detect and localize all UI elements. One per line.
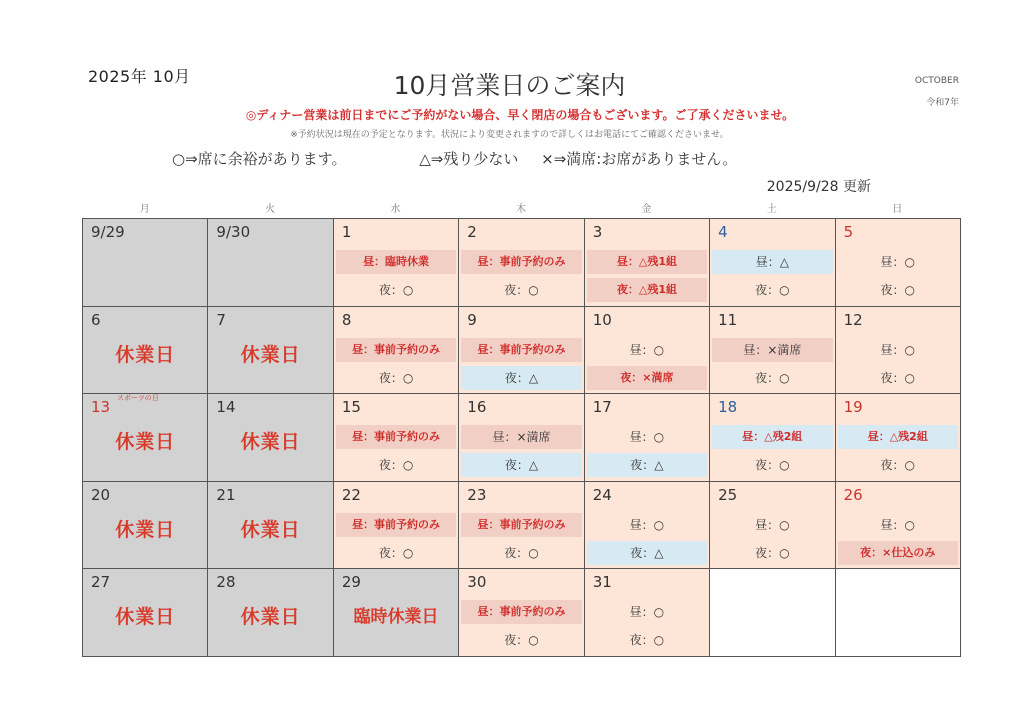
calendar-day-cell: [459, 394, 584, 482]
updated-date: 2025/9/28 更新: [766, 179, 871, 195]
day-number: 6: [91, 310, 101, 329]
day-number: 1: [341, 223, 352, 241]
day-number: 14: [216, 398, 236, 417]
day-number: 7: [216, 310, 226, 329]
dinner-status: 夜：○: [880, 370, 916, 385]
dinner-status: 夜：○: [378, 283, 414, 297]
closed-day-label: 休業日: [115, 606, 176, 629]
calendar-day-cell: [710, 569, 835, 657]
weekday-sun: 日: [892, 204, 903, 215]
dinner-status: 夜：○: [378, 545, 414, 560]
weekday-header: [82, 200, 960, 216]
day-number: 27: [91, 573, 111, 592]
day-number: 9/29: [91, 223, 125, 241]
calendar-day-cell: [836, 394, 961, 482]
dinner-status: 夜：△: [461, 453, 581, 477]
corner-month-label: OCTOBER: [914, 76, 959, 86]
lunch-status: 昼：○: [880, 255, 916, 269]
weekday-wed: 水: [390, 204, 401, 215]
weekday-sat: 土: [766, 204, 777, 215]
day-number: 28: [216, 573, 236, 592]
day-number: 24: [592, 485, 612, 504]
day-number: 15: [341, 398, 361, 417]
dinner-status: 夜：○: [755, 545, 790, 560]
dinner-status: 夜：○: [378, 458, 414, 473]
closed-day-label: 休業日: [115, 343, 176, 366]
dinner-status: 夜：×仕込のみ: [838, 541, 958, 565]
lunch-status: 昼：事前予約のみ: [336, 513, 456, 537]
calendar-day-cell: [459, 307, 584, 395]
lunch-status: 昼：事前予約のみ: [336, 338, 456, 362]
legend: [172, 148, 737, 169]
legend-full: ×⇒満席:お席がありません。: [541, 150, 738, 168]
calendar-day-cell: [459, 482, 584, 570]
lunch-status: 昼：事前予約のみ: [461, 338, 581, 362]
weekday-thu: 木: [515, 204, 526, 215]
lunch-status: 昼：事前予約のみ: [461, 513, 581, 537]
calendar-day-cell: [710, 219, 835, 307]
dinner-status: 夜：○: [504, 633, 539, 648]
dinner-status: 夜：×満席: [587, 366, 707, 390]
calendar-grid: [82, 218, 961, 657]
calendar-day-cell: [585, 394, 710, 482]
dinner-status: 夜：○: [880, 283, 916, 297]
closed-day-label: 休業日: [240, 431, 301, 454]
day-number: 9: [467, 310, 477, 329]
day-number: 31: [592, 573, 612, 592]
calendar-day-cell: [208, 569, 333, 657]
lunch-status: 昼：○: [629, 342, 665, 357]
dinner-status: 夜：○: [378, 370, 414, 385]
day-number: 13: [91, 398, 111, 417]
lunch-status: 昼：事前予約のみ: [461, 250, 581, 274]
dinner-status: 夜：○: [755, 458, 790, 473]
weekday-fri: 金: [641, 204, 652, 215]
dinner-status: 夜：○: [629, 633, 665, 648]
lunch-status: 昼：○: [880, 517, 916, 532]
lunch-status: 昼：△残1組: [587, 250, 707, 274]
dinner-status: 夜：△残1組: [587, 278, 707, 302]
lunch-status: 昼：○: [629, 430, 665, 445]
calendar-day-cell: [710, 482, 835, 570]
calendar-day-cell: [585, 307, 710, 395]
calendar-day-cell: [459, 569, 584, 657]
lunch-status: 昼：事前予約のみ: [336, 425, 456, 449]
calendar-day-cell: [836, 482, 961, 570]
calendar-day-cell: [208, 394, 333, 482]
day-number: 3: [592, 223, 603, 241]
calendar-day-cell: [585, 569, 710, 657]
calendar-day-cell: [83, 482, 208, 570]
closed-day-label: 休業日: [240, 606, 301, 629]
page-title: 10月営業日のご案内: [393, 71, 626, 100]
lunch-status: 昼：○: [880, 342, 916, 357]
lunch-status: 昼：△: [712, 250, 832, 274]
lunch-status: 昼：事前予約のみ: [461, 600, 581, 624]
corner-era-label: 令和7年: [926, 98, 959, 108]
day-number: 29: [341, 573, 361, 592]
dinner-notice: ◎ディナー営業は前日までにご予約がない場合、早く閉店の場合もございます。ご了承くださいませ。: [245, 108, 795, 122]
calendar-day-cell: [83, 569, 208, 657]
day-number: 16: [467, 398, 487, 417]
dinner-status: 夜：△: [587, 541, 707, 565]
lunch-status: 昼：△残2組: [838, 425, 958, 449]
dinner-status: 夜：○: [504, 283, 539, 297]
day-number: 12: [843, 310, 863, 329]
legend-few-left: △⇒残り少ない: [419, 150, 519, 168]
day-number: 19: [843, 398, 863, 417]
calendar-day-cell: [836, 569, 961, 657]
day-number: 9/30: [216, 223, 251, 241]
calendar-day-cell: [208, 307, 333, 395]
calendar-day-cell: [208, 482, 333, 570]
calendar-day-cell: [710, 307, 835, 395]
calendar-day-cell: [585, 482, 710, 570]
calendar-day-cell: [334, 482, 459, 570]
calendar-day-cell: [334, 394, 459, 482]
day-number: 5: [843, 223, 854, 241]
lunch-status: 昼：○: [629, 605, 665, 620]
weekday-mon: 月: [139, 204, 150, 215]
day-number: 17: [592, 398, 612, 417]
day-number: 26: [843, 485, 863, 504]
calendar-day-cell: [836, 307, 961, 395]
day-number: 11: [718, 310, 738, 329]
calendar-day-cell: [836, 219, 961, 307]
reservation-subnote: ※予約状況は現在の予定となります。状況により変更されますので詳しくはお電話にてご確認くださいませ。: [290, 130, 729, 140]
lunch-status: 昼：×満席: [461, 425, 581, 449]
closed-day-label: 臨時休業日: [353, 607, 439, 628]
day-number: 23: [467, 485, 487, 504]
dinner-status: 夜：○: [755, 370, 790, 385]
day-number: 8: [341, 310, 352, 329]
calendar-day-cell: [208, 219, 333, 307]
closed-day-label: 休業日: [240, 518, 301, 541]
day-number: 25: [718, 485, 738, 504]
dinner-status: 夜：△: [587, 453, 707, 477]
weekday-tue: 火: [265, 204, 276, 215]
day-number: 22: [341, 485, 361, 504]
year-month-label: 2025年 10月: [88, 67, 191, 86]
legend-available: ○⇒席に余裕があります。: [172, 150, 347, 168]
calendar-day-cell: [334, 569, 459, 657]
dinner-status: 夜：○: [504, 545, 539, 560]
lunch-status: 昼：△残2組: [712, 425, 832, 449]
calendar-day-cell: [459, 219, 584, 307]
calendar-day-cell: [710, 394, 835, 482]
dinner-status: 夜：○: [880, 458, 916, 473]
calendar-day-cell: [334, 219, 459, 307]
day-number: 4: [718, 223, 728, 241]
lunch-status: 昼：臨時休業: [336, 250, 456, 274]
holiday-tag: スポーツの日: [117, 394, 159, 403]
closed-day-label: 休業日: [115, 518, 176, 541]
dinner-status: 夜：○: [755, 283, 790, 297]
day-number: 20: [91, 485, 111, 504]
day-number: 10: [592, 310, 612, 329]
calendar-day-cell: [334, 307, 459, 395]
calendar-day-cell: [83, 394, 208, 482]
closed-day-label: 休業日: [115, 431, 176, 454]
day-number: 21: [216, 485, 236, 504]
day-number: 18: [718, 398, 738, 417]
lunch-status: 昼：○: [629, 517, 665, 532]
calendar-day-cell: [83, 307, 208, 395]
closed-day-label: 休業日: [240, 343, 301, 366]
lunch-status: 昼：×満席: [712, 338, 832, 362]
calendar-day-cell: [83, 219, 208, 307]
day-number: 30: [467, 573, 487, 592]
calendar-day-cell: [585, 219, 710, 307]
lunch-status: 昼：○: [755, 517, 790, 532]
day-number: 2: [467, 223, 477, 241]
dinner-status: 夜：△: [461, 366, 581, 390]
